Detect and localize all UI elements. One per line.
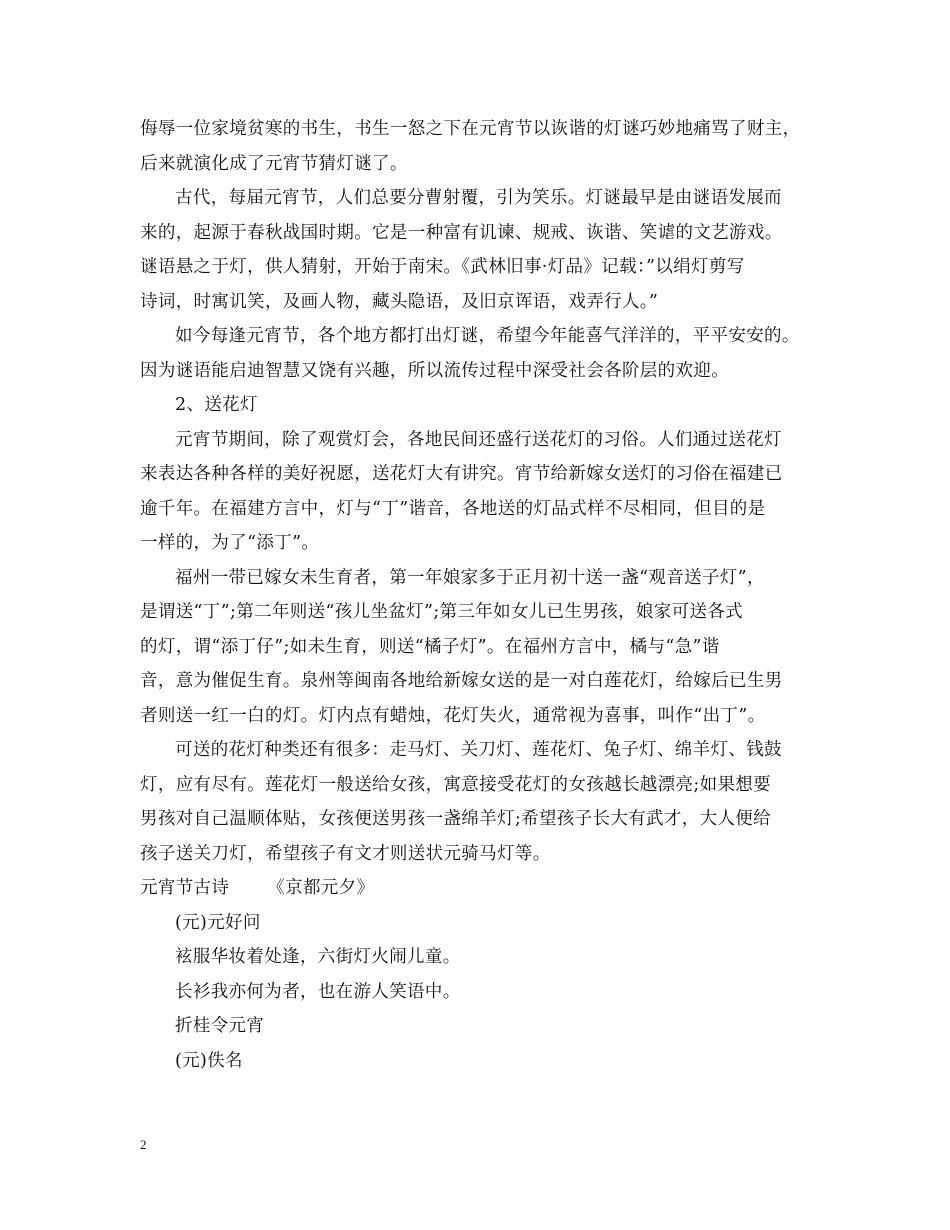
text-line: 孩子送关刀灯，希望孩子有文才则送状元骑马灯等。 xyxy=(140,843,551,864)
text-line: 后来就演化成了元宵节猜灯谜了。 xyxy=(140,153,408,174)
text-line: 如今每逢元宵节，各个地方都打出灯谜，希望今年能喜气洋洋的，平平安安的。 xyxy=(175,326,800,346)
paragraph-modern-riddles xyxy=(140,319,820,388)
text-line: 来表达各种各样的美好祝愿，送花灯大有讲究。宵节给新嫁女送灯的习俗在福建已 xyxy=(140,464,783,484)
section-heading-sending-lanterns xyxy=(140,388,820,423)
text-line: 诗词，时寓讥笑，及画人物，藏头隐语，及旧京诨语，戏弄行人。” xyxy=(140,291,659,312)
paragraph-lantern-types xyxy=(140,733,820,871)
poem-heading-label: 元宵节古诗 xyxy=(140,878,230,898)
poem-line: 袨服华妆着处逢，六街灯火闹儿童。 xyxy=(175,947,461,967)
document-body xyxy=(140,112,820,1078)
text-line: 男孩对自己温顺体贴，女孩便送男孩一盏绵羊灯;希望孩子长大有武才，大人便给 xyxy=(140,809,771,829)
text-line: 音，意为催促生育。泉州等闽南各地给新嫁女送的是一对白莲花灯，给嫁后已生男 xyxy=(140,671,783,691)
text-line: 的灯，谓“添丁仔”;如未生育，则送“橘子灯”。在福州方言中，橘与“急”谐 xyxy=(140,636,720,657)
poem-line: 长衫我亦何为者，也在游人笑语中。 xyxy=(175,981,461,1002)
paragraph-lantern-riddle-origin xyxy=(140,112,820,181)
text-line: 来的，起源于春秋战国时期。它是一种富有讥谏、规戒、诙谐、笑谑的文艺游戏。 xyxy=(140,222,783,243)
text-line: 灯，应有尽有。莲花灯一般送给女孩，寓意接受花灯的女孩越长越漂亮;如果想要 xyxy=(140,774,771,795)
paragraph-sending-lanterns xyxy=(140,423,820,561)
poem-heading xyxy=(140,871,820,906)
poem-author: (元)佚名 xyxy=(175,1050,243,1071)
poem-title: 折桂令元宵 xyxy=(175,1016,265,1036)
text-line: 逾千年。在福建方言中，灯与“丁”谐音，各地送的灯品式样不尽相同，但目的是 xyxy=(140,498,766,519)
text-line: 是谓送“丁”;第二年则送“孩儿坐盆灯”;第三年如女儿已生男孩，娘家可送各式 xyxy=(140,602,744,622)
paragraph-fuzhou-custom xyxy=(140,561,820,734)
text-line: 福州一带已嫁女未生育者，第一年娘家多于正月初十送一盏“观音送子灯”， xyxy=(175,567,765,588)
text-line: 因为谜语能启迪智慧又饶有兴趣，所以流传过程中深受社会各阶层的欢迎。 xyxy=(140,360,730,381)
text-line: 元宵节期间，除了观赏灯会，各地民间还盛行送花灯的习俗。人们通过送花灯 xyxy=(175,429,782,450)
text-line: 古代，每届元宵节，人们总要分曹射覆，引为笑乐。灯谜最早是由谜语发展而 xyxy=(175,188,782,208)
page-number: 2 xyxy=(140,1137,147,1152)
poem-title: 《京都元夕》 xyxy=(267,878,375,898)
text-line: 一样的，为了“添丁”。 xyxy=(140,533,320,553)
section-heading: 2、送花灯 xyxy=(175,395,258,415)
text-line: 谜语悬之于灯，供人猜射，开始于南宋。《武林旧事·灯品》记载：”以绢灯剪写 xyxy=(140,257,745,277)
paragraph-ancient-riddles xyxy=(140,181,820,319)
poem-block xyxy=(140,906,820,1079)
text-line: 者则送一红一白的灯。灯内点有蜡烛，花灯失火，通常视为喜事，叫作“出丁”。 xyxy=(140,705,766,726)
text-line: 可送的花灯种类还有很多：走马灯、关刀灯、莲花灯、兔子灯、绵羊灯、钱鼓 xyxy=(175,740,782,760)
poem-author: (元)元好问 xyxy=(175,912,261,933)
text-line: 侮辱一位家境贫寒的书生，书生一怒之下在元宵节以诙谐的灯谜巧妙地痛骂了财主， xyxy=(140,119,801,139)
